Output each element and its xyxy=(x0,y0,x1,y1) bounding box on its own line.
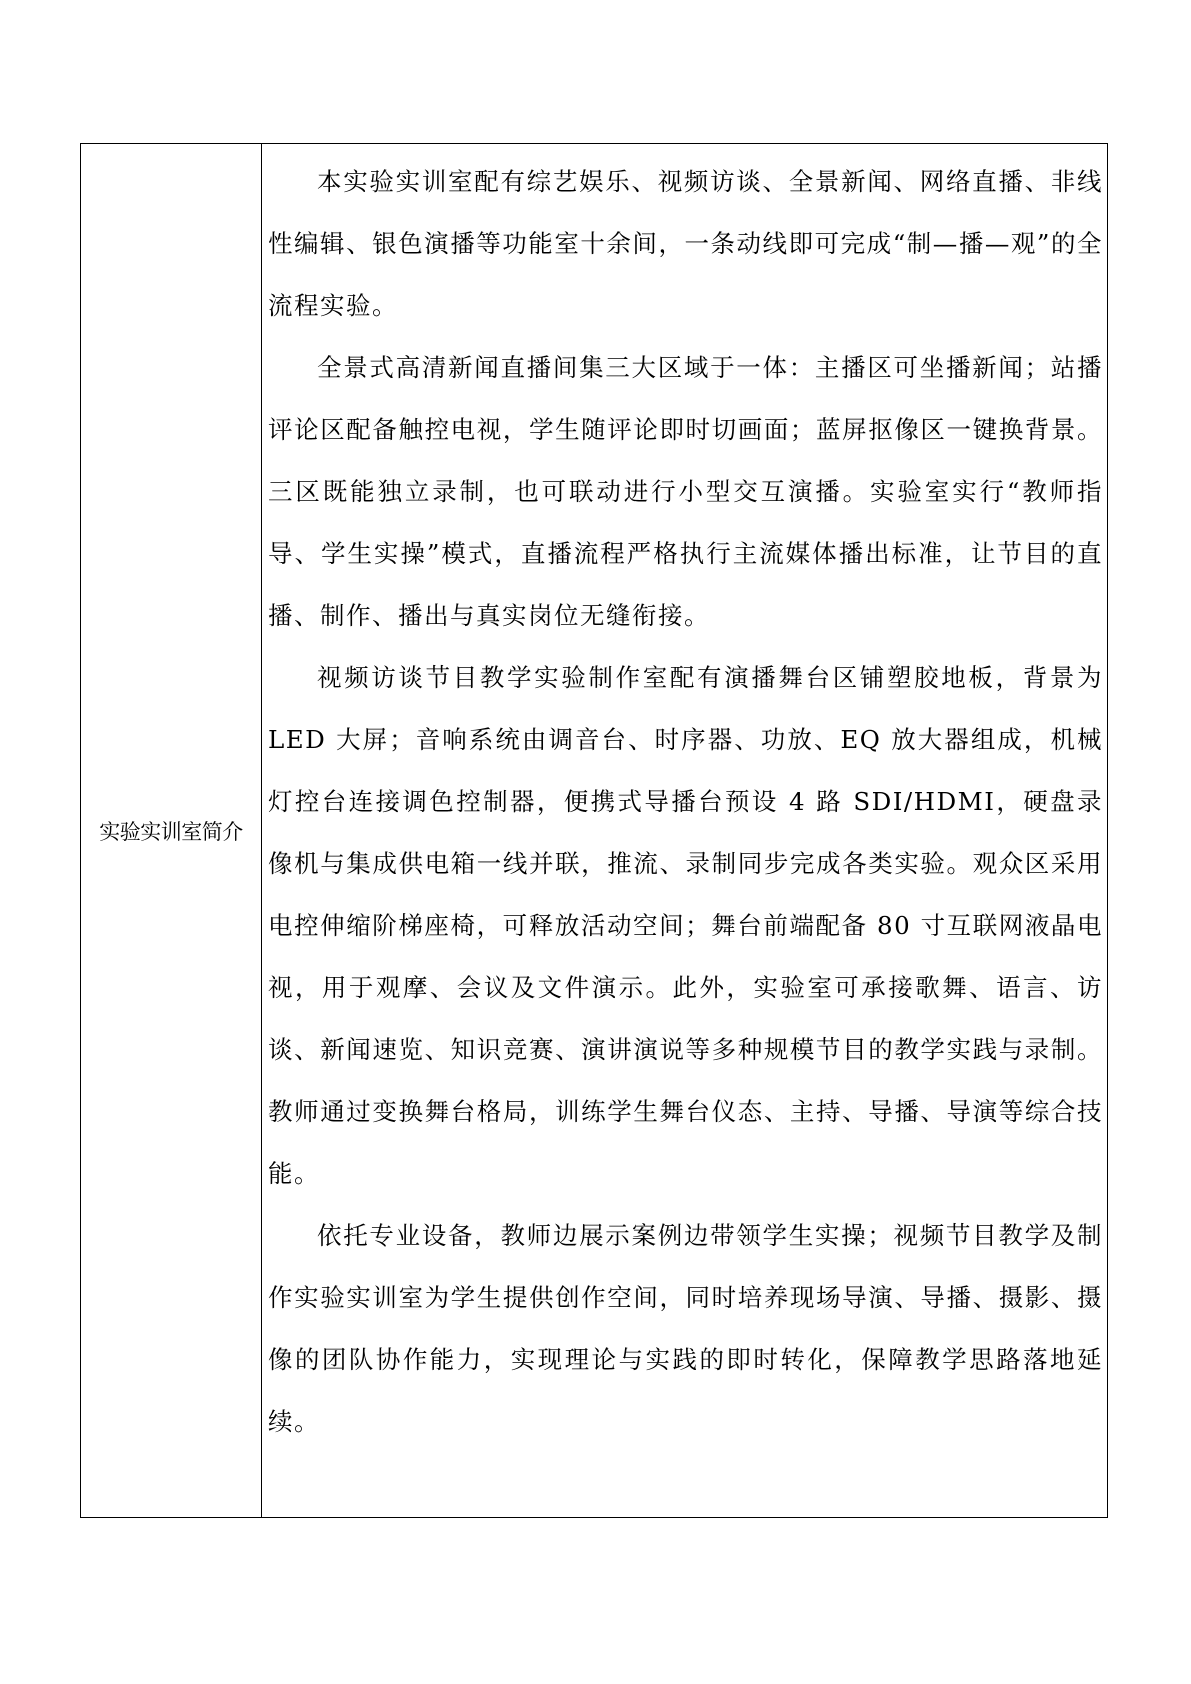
intro-paragraph-2: 全景式高清新闻直播间集三大区域于一体：主播区可坐播新闻；站播评论区配备触控电视，学生随评论即时切画面；蓝屏抠像区一键换背景。三区既能独立录制，也可联动进行小型交互演播。实验室实行“教师指导、学生实操”模式，直播流程严格执行主流媒体播出标准，让节目的直播、制作、播出与真实岗位无缝衔接。 xyxy=(268,353,1103,630)
intro-paragraph-4: 依托专业设备，教师边展示案例边带领学生实操；视频节目教学及制作实验实训室为学生提供创作空间，同时培养现场导演、导播、摄影、摄像的团队协作能力，实现理论与实践的即时转化，保障教学思路落地延续。 xyxy=(268,1221,1103,1436)
table-row xyxy=(81,144,1108,1518)
row-label: 实验实训室简介 xyxy=(99,819,243,844)
intro-paragraph-3: 视频访谈节目教学实验制作室配有演播舞台区铺塑胶地板，背景为 LED 大屏；音响系统由调音台、时序器、功放、EQ 放大器组成，机械灯控台连接调色控制器，便携式导播台预设 4 路 SDI/HDMI，硬盘录像机与集成供电箱一线并联，推流、录制同步完成各类实验。观众区采用电控伸缩阶梯座椅，可释放活动空间；舞台前端配备 80 寸互联网液晶电视，用于观摩、会议及文件演示。此外，实验室可承接歌舞、语言、访谈、新闻速览、知识竞赛、演讲演说等多种规模节目的教学实践与录制。教师通过变换舞台格局，训练学生舞台仪态、主持、导播、导演等综合技能。 xyxy=(268,663,1103,1188)
label-cell xyxy=(81,144,262,1518)
intro-table xyxy=(80,143,1108,1518)
intro-paragraph-1: 本实验实训室配有综艺娱乐、视频访谈、全景新闻、网络直播、非线性编辑、银色演播等功能室十余间，一条动线即可完成“制—播—观”的全流程实验。 xyxy=(268,167,1103,320)
content-cell xyxy=(262,144,1108,1518)
